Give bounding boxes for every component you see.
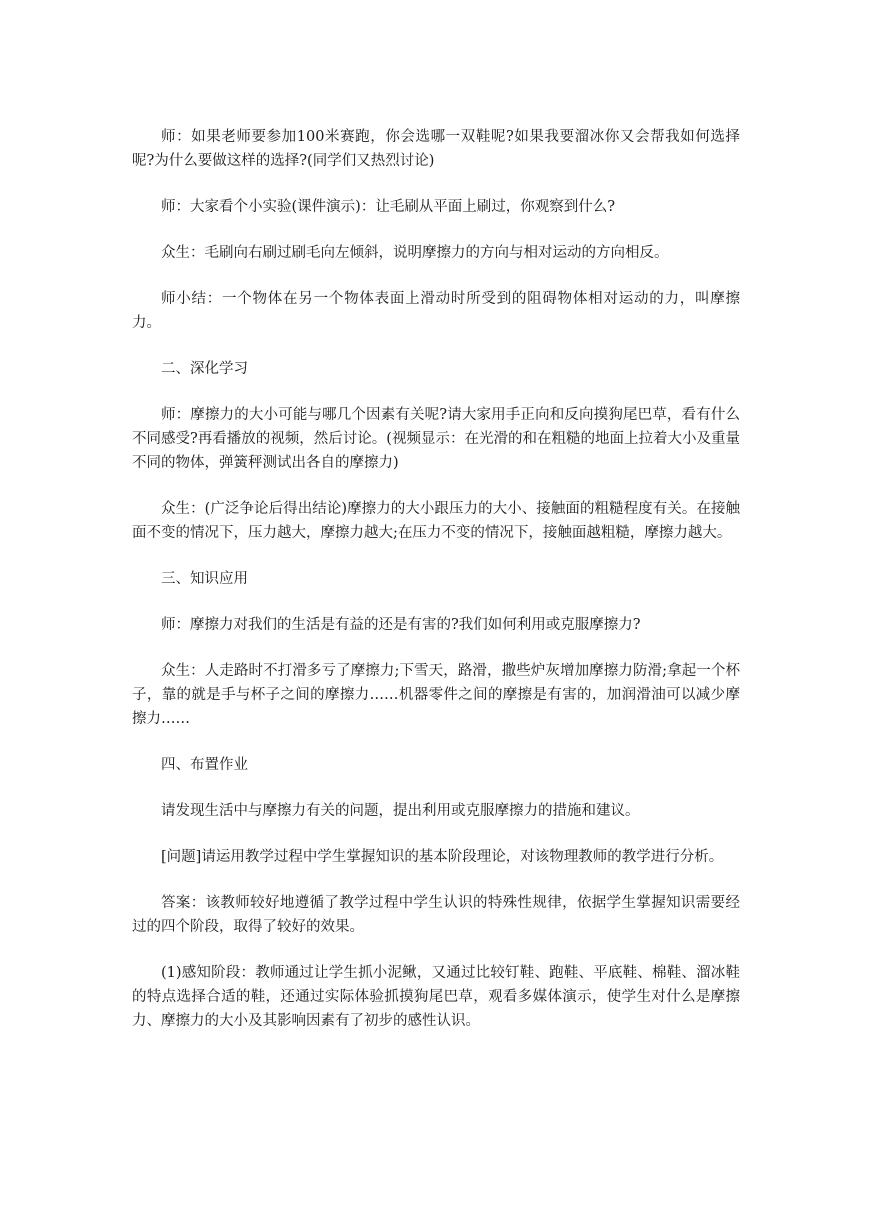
paragraph-teacher-summary: 师小结：一个物体在另一个物体表面上滑动时所受到的阻碍物体相对运动的力，叫摩擦力。	[132, 291, 740, 331]
paragraph-question: [问题]请运用教学过程中学生掌握知识的基本阶段理论，对该物理教师的教学进行分析。	[161, 849, 724, 865]
paragraph-friction-factors-question: 师：摩擦力的大小可能与哪几个因素有关呢?请大家用手正向和反向摸狗尾巴草，看有什么不同感受?再看播放的视频，然后讨论。(视频显示：在光滑的和在粗糙的地面上拉着大小及重量不同的物体，弹簧秤测试出各自的摩擦力)	[132, 407, 740, 471]
document-body	[132, 125, 740, 1055]
section-heading-deepen-learning: 二、深化学习	[161, 361, 248, 377]
paragraph-perception-stage: (1)感知阶段：教师通过让学生抓小泥鳅，又通过比较钉鞋、跑鞋、平底鞋、棉鞋、溜冰鞋的特点选择合适的鞋，还通过实际体验抓摸狗尾巴草，观看多媒体演示，使学生对什么是摩擦力、摩擦力的大小及其影响因素有了初步的感性认识。	[132, 965, 740, 1029]
paragraph-homework-task: 请发现生活中与摩擦力有关的问题，提出利用或克服摩擦力的措施和建议。	[161, 803, 640, 819]
section-heading-homework: 四、布置作业	[161, 757, 248, 773]
paragraph-friction-useful-harmful: 师：摩擦力对我们的生活是有益的还是有害的?我们如何利用或克服摩擦力?	[161, 617, 641, 633]
paragraph-brush-experiment: 师：大家看个小实验(课件演示)：让毛刷从平面上刷过，你观察到什么?	[161, 199, 616, 215]
paragraph-answer: 答案：该教师较好地遵循了教学过程中学生认识的特殊性规律，依据学生掌握知识需要经过的四个阶段，取得了较好的效果。	[132, 895, 740, 935]
paragraph-students-examples: 众生：人走路时不打滑多亏了摩擦力;下雪天，路滑，撒些炉灰增加摩擦力防滑;拿起一个杯子，靠的就是手与杯子之间的摩擦力……机器零件之间的摩擦是有害的，加润滑油可以减少摩擦力……	[132, 663, 740, 727]
paragraph-teacher-race-shoes: 师：如果老师要参加100米赛跑，你会选哪一双鞋呢?如果我要溜冰你又会帮我如何选择呢?为什么要做这样的选择?(同学们又热烈讨论)	[132, 129, 740, 169]
section-heading-knowledge-application: 三、知识应用	[161, 571, 248, 587]
paragraph-students-conclusion: 众生：(广泛争论后得出结论)摩擦力的大小跟压力的大小、接触面的粗糙程度有关。在接触面不变的情况下，压力越大，摩擦力越大;在压力不变的情况下，接触面越粗糙，摩擦力越大。	[132, 501, 740, 541]
paragraph-students-brush-observation: 众生：毛刷向右刷过刷毛向左倾斜，说明摩擦力的方向与相对运动的方向相反。	[161, 245, 669, 261]
